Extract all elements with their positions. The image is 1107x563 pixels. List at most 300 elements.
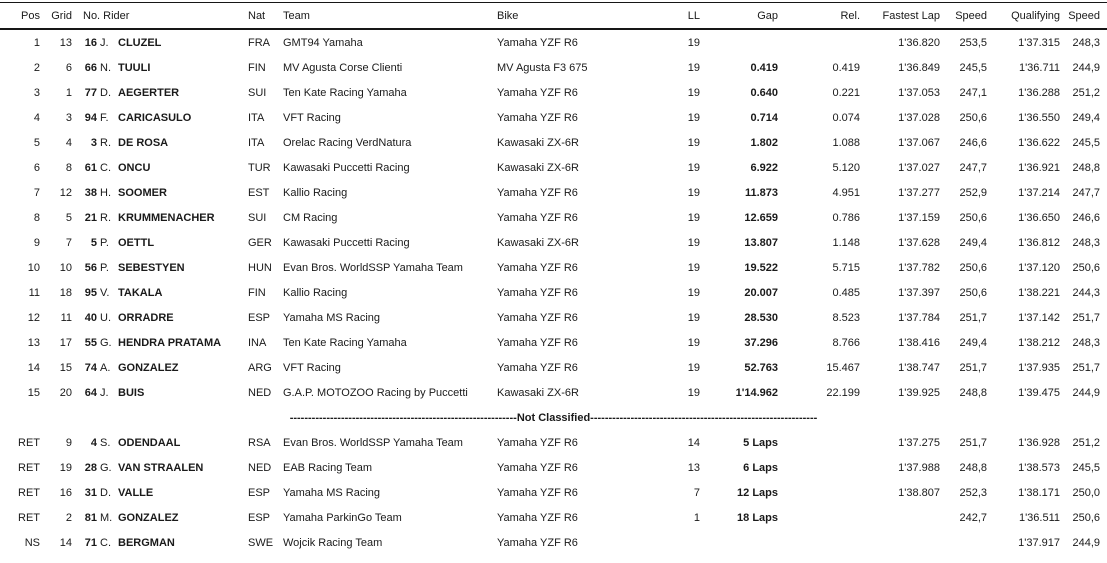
cell-qualifying: 1'37.917: [1018, 536, 1060, 549]
cell-nat: FIN: [248, 61, 266, 74]
cell-q-speed: 250,6: [1072, 261, 1100, 274]
cell-pos: RET: [18, 486, 40, 499]
cell-q-speed: 251,2: [1072, 436, 1100, 449]
cell-ll: 19: [687, 61, 700, 74]
cell-ll: 19: [687, 261, 700, 274]
cell-gap: 20.007: [744, 286, 778, 299]
cell-bike: Yamaha YZF R6: [497, 536, 578, 549]
cell-rel: 5.120: [832, 161, 860, 174]
cell-q-speed: 248,8: [1072, 161, 1100, 174]
col-header-bike: Bike: [497, 9, 519, 22]
cell-gap: 12 Laps: [737, 486, 778, 499]
cell-fastest-lap: 1'37.027: [898, 161, 940, 174]
cell-grid: 3: [65, 111, 72, 124]
cell-rel: 22.199: [826, 386, 860, 399]
table-row: [0, 430, 1107, 455]
cell-rel: 0.485: [832, 286, 860, 299]
cell-qualifying: 1'36.550: [1018, 111, 1060, 124]
table-row: [0, 380, 1107, 405]
cell-pos: RET: [18, 436, 40, 449]
cell-rel: 0.074: [832, 111, 860, 124]
cell-rider: ODENDAAL: [118, 436, 181, 449]
cell-qualifying: 1'37.214: [1018, 186, 1060, 199]
cell-no: 55: [84, 336, 97, 349]
cell-gap: 1.802: [750, 136, 778, 149]
cell-gap: 13.807: [744, 236, 778, 249]
cell-gap: 6.922: [750, 161, 778, 174]
cell-team: VFT Racing: [283, 111, 341, 124]
cell-no: 21: [84, 211, 97, 224]
cell-rider: GONZALEZ: [118, 511, 179, 524]
cell-grid: 2: [65, 511, 72, 524]
table-row: [0, 180, 1107, 205]
cell-fastest-lap: 1'36.820: [898, 36, 940, 49]
table-row: [0, 530, 1107, 555]
cell-nat: NED: [248, 461, 272, 474]
cell-q-speed: 250,0: [1072, 486, 1100, 499]
cell-ll: 19: [687, 211, 700, 224]
cell-ll: 19: [687, 86, 700, 99]
cell-no: 64: [84, 386, 97, 399]
cell-bike: Yamaha YZF R6: [497, 486, 578, 499]
table-row: [0, 55, 1107, 80]
cell-team: Yamaha MS Racing: [283, 486, 381, 499]
cell-pos: RET: [18, 461, 40, 474]
cell-qualifying: 1'38.221: [1018, 286, 1060, 299]
cell-speed: 252,9: [959, 186, 987, 199]
divider-label: Not Classified: [516, 411, 591, 424]
cell-initial: M.: [100, 511, 113, 524]
cell-rider: TAKALA: [118, 286, 163, 299]
cell-no: 56: [84, 261, 97, 274]
classified-section: [0, 30, 1107, 405]
cell-speed: 242,7: [959, 511, 987, 524]
cell-q-speed: 249,4: [1072, 111, 1100, 124]
cell-fastest-lap: 1'37.988: [898, 461, 940, 474]
cell-nat: RSA: [248, 436, 271, 449]
cell-team: Kallio Racing: [283, 286, 348, 299]
cell-speed: 249,4: [959, 336, 987, 349]
cell-gap: 0.640: [750, 86, 778, 99]
cell-ll: 19: [687, 236, 700, 249]
cell-pos: 4: [33, 111, 40, 124]
cell-grid: 6: [65, 61, 72, 74]
cell-rider: BUIS: [118, 386, 145, 399]
cell-nat: FRA: [248, 36, 270, 49]
cell-rider: AEGERTER: [118, 86, 180, 99]
cell-grid: 12: [59, 186, 72, 199]
cell-fastest-lap: 1'38.807: [898, 486, 940, 499]
cell-speed: 251,7: [959, 361, 987, 374]
cell-qualifying: 1'36.650: [1018, 211, 1060, 224]
cell-qualifying: 1'36.622: [1018, 136, 1060, 149]
cell-rel: 15.467: [826, 361, 860, 374]
cell-rel: 0.419: [832, 61, 860, 74]
cell-q-speed: 251,2: [1072, 86, 1100, 99]
cell-team: Ten Kate Racing Yamaha: [283, 336, 407, 349]
cell-team: EAB Racing Team: [283, 461, 373, 474]
cell-grid: 1: [65, 86, 72, 99]
cell-nat: SWE: [248, 536, 274, 549]
cell-gap: 37.296: [744, 336, 778, 349]
table-row: [0, 505, 1107, 530]
cell-q-speed: 244,9: [1072, 386, 1100, 399]
cell-gap: 12.659: [744, 211, 778, 224]
col-header-fastest-lap: Fastest Lap: [882, 9, 940, 22]
cell-gap: 1'14.962: [735, 386, 778, 399]
table-header: [0, 3, 1107, 30]
cell-fastest-lap: 1'37.628: [898, 236, 940, 249]
cell-ll: 19: [687, 136, 700, 149]
cell-speed: 248,8: [959, 461, 987, 474]
cell-speed: 249,4: [959, 236, 987, 249]
cell-speed: 251,7: [959, 311, 987, 324]
cell-rider: SOOMER: [118, 186, 167, 199]
cell-rider: ORRADRE: [118, 311, 174, 324]
cell-bike: Yamaha YZF R6: [497, 436, 578, 449]
cell-no: 61: [84, 161, 97, 174]
cell-pos: 2: [33, 61, 40, 74]
table-row: [0, 30, 1107, 55]
col-header-team: Team: [283, 9, 310, 22]
cell-pos: 7: [33, 186, 40, 199]
cell-ll: 19: [687, 186, 700, 199]
cell-q-speed: 248,3: [1072, 36, 1100, 49]
cell-nat: ITA: [248, 111, 265, 124]
cell-bike: Yamaha YZF R6: [497, 361, 578, 374]
cell-speed: 251,7: [959, 436, 987, 449]
col-header-grid: Grid: [51, 9, 72, 22]
cell-rider: SEBESTYEN: [118, 261, 185, 274]
cell-rider: HENDRA PRATAMA: [118, 336, 222, 349]
table-row: [0, 455, 1107, 480]
cell-q-speed: 245,5: [1072, 461, 1100, 474]
cell-initial: G.: [100, 336, 112, 349]
col-header-nat: Nat: [248, 9, 266, 22]
cell-ll: 19: [687, 161, 700, 174]
cell-initial: R.: [100, 211, 111, 224]
cell-rider: CARICASULO: [118, 111, 192, 124]
cell-team: Evan Bros. WorldSSP Yamaha Team: [283, 436, 463, 449]
cell-fastest-lap: 1'37.397: [898, 286, 940, 299]
cell-gap: 19.522: [744, 261, 778, 274]
cell-initial: P.: [100, 261, 109, 274]
cell-qualifying: 1'37.142: [1018, 311, 1060, 324]
cell-no: 95: [84, 286, 97, 299]
cell-rel: 5.715: [832, 261, 860, 274]
cell-team: Kawasaki Puccetti Racing: [283, 236, 410, 249]
cell-qualifying: 1'37.120: [1018, 261, 1060, 274]
cell-initial: D.: [100, 486, 111, 499]
table-row: [0, 230, 1107, 255]
cell-q-speed: 248,3: [1072, 336, 1100, 349]
cell-team: CM Racing: [283, 211, 338, 224]
not-classified-divider: [0, 405, 1107, 430]
cell-no: 74: [84, 361, 97, 374]
cell-nat: ITA: [248, 136, 265, 149]
cell-bike: Yamaha YZF R6: [497, 186, 578, 199]
cell-nat: NED: [248, 386, 272, 399]
cell-fastest-lap: 1'37.784: [898, 311, 940, 324]
cell-initial: V.: [100, 286, 110, 299]
cell-ll: 19: [687, 361, 700, 374]
cell-no: 71: [84, 536, 97, 549]
cell-rider: BERGMAN: [118, 536, 175, 549]
cell-qualifying: 1'38.573: [1018, 461, 1060, 474]
cell-gap: 6 Laps: [743, 461, 778, 474]
cell-gap: 28.530: [744, 311, 778, 324]
cell-no: 4: [90, 436, 97, 449]
table-row: [0, 130, 1107, 155]
cell-grid: 11: [60, 311, 72, 324]
cell-rider: VALLE: [118, 486, 154, 499]
cell-qualifying: 1'36.921: [1018, 161, 1060, 174]
cell-initial: J.: [100, 36, 109, 49]
cell-nat: EST: [248, 186, 270, 199]
cell-nat: HUN: [248, 261, 272, 274]
table-row: [0, 255, 1107, 280]
cell-pos: 14: [27, 361, 40, 374]
cell-bike: Yamaha YZF R6: [497, 336, 578, 349]
cell-grid: 7: [65, 236, 72, 249]
cell-fastest-lap: 1'37.067: [898, 136, 940, 149]
cell-grid: 4: [65, 136, 72, 149]
cell-ll: 1: [693, 511, 700, 524]
cell-rider: ONCU: [118, 161, 151, 174]
cell-fastest-lap: 1'36.849: [898, 61, 940, 74]
cell-rel: 4.951: [832, 186, 860, 199]
table-row: [0, 305, 1107, 330]
cell-pos: 9: [33, 236, 40, 249]
cell-initial: S.: [100, 436, 111, 449]
cell-grid: 20: [59, 386, 72, 399]
cell-initial: H.: [100, 186, 111, 199]
cell-nat: INA: [248, 336, 267, 349]
cell-grid: 5: [65, 211, 72, 224]
cell-rel: 1.148: [832, 236, 860, 249]
cell-q-speed: 250,6: [1072, 511, 1100, 524]
cell-bike: Kawasaki ZX-6R: [497, 161, 579, 174]
cell-ll: 19: [687, 286, 700, 299]
cell-pos: NS: [24, 536, 40, 549]
cell-pos: 3: [33, 86, 40, 99]
cell-speed: 248,8: [959, 386, 987, 399]
cell-no: 28: [84, 461, 97, 474]
cell-team: Yamaha MS Racing: [283, 311, 381, 324]
cell-initial: P.: [100, 236, 109, 249]
col-header-no-rider: No. Rider: [83, 9, 130, 22]
not-classified-section: [0, 430, 1107, 555]
cell-qualifying: 1'39.475: [1018, 386, 1060, 399]
cell-qualifying: 1'36.511: [1018, 511, 1060, 524]
table-row: [0, 480, 1107, 505]
cell-grid: 13: [59, 36, 72, 49]
cell-bike: Yamaha YZF R6: [497, 461, 578, 474]
cell-grid: 8: [65, 161, 72, 174]
cell-bike: Yamaha YZF R6: [497, 511, 578, 524]
cell-fastest-lap: 1'37.159: [898, 211, 940, 224]
cell-pos: 6: [33, 161, 40, 174]
cell-initial: F.: [100, 111, 109, 124]
cell-grid: 18: [59, 286, 72, 299]
cell-initial: C.: [100, 161, 111, 174]
cell-rel: 8.523: [832, 311, 860, 324]
cell-no: 81: [84, 511, 97, 524]
cell-qualifying: 1'36.928: [1018, 436, 1060, 449]
cell-initial: A.: [100, 361, 111, 374]
cell-grid: 19: [59, 461, 72, 474]
cell-bike: Kawasaki ZX-6R: [497, 236, 579, 249]
cell-team: Ten Kate Racing Yamaha: [283, 86, 407, 99]
cell-initial: D.: [100, 86, 111, 99]
cell-qualifying: 1'37.315: [1018, 36, 1060, 49]
cell-q-speed: 248,3: [1072, 236, 1100, 249]
cell-team: Kallio Racing: [283, 186, 348, 199]
cell-rel: 1.088: [832, 136, 860, 149]
cell-no: 94: [84, 111, 97, 124]
cell-speed: 247,7: [959, 161, 987, 174]
cell-q-speed: 244,9: [1072, 61, 1100, 74]
cell-gap: 52.763: [744, 361, 778, 374]
cell-bike: Yamaha YZF R6: [497, 111, 578, 124]
table-row: [0, 105, 1107, 130]
cell-bike: Yamaha YZF R6: [497, 286, 578, 299]
cell-nat: GER: [248, 236, 272, 249]
cell-pos: 1: [33, 36, 40, 49]
cell-fastest-lap: 1'39.925: [898, 386, 940, 399]
cell-team: GMT94 Yamaha: [283, 36, 363, 49]
col-header-speed-fastest: Speed: [955, 9, 987, 22]
cell-speed: 250,6: [959, 286, 987, 299]
cell-grid: 15: [59, 361, 72, 374]
cell-rider: OETTL: [118, 236, 155, 249]
cell-qualifying: 1'36.711: [1018, 61, 1060, 74]
cell-team: Orelac Racing VerdNatura: [283, 136, 412, 149]
cell-pos: 15: [27, 386, 40, 399]
cell-q-speed: 251,7: [1072, 361, 1100, 374]
cell-grid: 10: [59, 261, 72, 274]
cell-grid: 9: [65, 436, 72, 449]
cell-initial: N.: [100, 61, 111, 74]
cell-speed: 250,6: [959, 111, 987, 124]
cell-rel: 0.221: [832, 86, 860, 99]
cell-no: 40: [84, 311, 97, 324]
cell-pos: RET: [18, 511, 40, 524]
cell-speed: 247,1: [959, 86, 987, 99]
cell-pos: 12: [27, 311, 40, 324]
cell-bike: MV Agusta F3 675: [497, 61, 588, 74]
cell-fastest-lap: 1'37.277: [898, 186, 940, 199]
cell-qualifying: 1'38.171: [1018, 486, 1060, 499]
cell-rider: DE ROSA: [118, 136, 169, 149]
col-header-qualifying: Qualifying: [1011, 9, 1060, 22]
cell-nat: FIN: [248, 286, 266, 299]
cell-rel: 8.766: [832, 336, 860, 349]
cell-initial: C.: [100, 536, 111, 549]
table-row: [0, 330, 1107, 355]
cell-nat: TUR: [248, 161, 271, 174]
cell-bike: Kawasaki ZX-6R: [497, 386, 579, 399]
cell-speed: 253,5: [959, 36, 987, 49]
cell-team: Wojcik Racing Team: [283, 536, 383, 549]
cell-grid: 16: [59, 486, 72, 499]
col-header-rel: Rel.: [840, 9, 860, 22]
divider-dashes-right: --------------------------------------------------------------: [590, 411, 818, 424]
cell-speed: 250,6: [959, 211, 987, 224]
cell-qualifying: 1'37.935: [1018, 361, 1060, 374]
cell-fastest-lap: 1'37.782: [898, 261, 940, 274]
cell-speed: 252,3: [959, 486, 987, 499]
cell-team: MV Agusta Corse Clienti: [283, 61, 403, 74]
cell-pos: 11: [28, 286, 40, 299]
table-row: [0, 355, 1107, 380]
cell-gap: 11.873: [744, 186, 778, 199]
cell-qualifying: 1'38.212: [1018, 336, 1060, 349]
cell-rider: GONZALEZ: [118, 361, 179, 374]
cell-fastest-lap: 1'37.275: [898, 436, 940, 449]
cell-qualifying: 1'36.288: [1018, 86, 1060, 99]
cell-q-speed: 245,5: [1072, 136, 1100, 149]
cell-gap: 0.419: [750, 61, 778, 74]
col-header-ll: LL: [687, 9, 700, 22]
cell-no: 16: [84, 36, 97, 49]
cell-ll: 19: [687, 111, 700, 124]
cell-no: 38: [84, 186, 97, 199]
cell-ll: 13: [687, 461, 700, 474]
cell-nat: ESP: [248, 486, 271, 499]
cell-bike: Yamaha YZF R6: [497, 311, 578, 324]
divider-dashes-left: --------------------------------------------------------------: [289, 411, 517, 424]
cell-bike: Kawasaki ZX-6R: [497, 136, 579, 149]
cell-rider: TUULI: [118, 61, 151, 74]
cell-ll: 19: [687, 386, 700, 399]
table-row: [0, 155, 1107, 180]
cell-rider: KRUMMENACHER: [118, 211, 215, 224]
cell-fastest-lap: 1'38.416: [898, 336, 940, 349]
cell-pos: 13: [27, 336, 40, 349]
cell-speed: 246,6: [959, 136, 987, 149]
cell-q-speed: 251,7: [1072, 311, 1100, 324]
cell-ll: 19: [687, 336, 700, 349]
cell-nat: ARG: [248, 361, 272, 374]
cell-initial: J.: [100, 386, 109, 399]
cell-no: 31: [84, 486, 97, 499]
cell-gap: 5 Laps: [743, 436, 778, 449]
cell-ll: 14: [687, 436, 700, 449]
cell-team: Evan Bros. WorldSSP Yamaha Team: [283, 261, 463, 274]
col-header-speed-qualifying: Speed: [1068, 9, 1100, 22]
cell-ll: 19: [687, 36, 700, 49]
cell-nat: SUI: [248, 211, 267, 224]
cell-grid: 14: [59, 536, 72, 549]
cell-q-speed: 244,3: [1072, 286, 1100, 299]
cell-ll: 19: [687, 311, 700, 324]
cell-fastest-lap: 1'38.747: [898, 361, 940, 374]
cell-ll: 7: [693, 486, 700, 499]
cell-bike: Yamaha YZF R6: [497, 261, 578, 274]
cell-no: 5: [90, 236, 97, 249]
cell-nat: SUI: [248, 86, 267, 99]
cell-gap: 18 Laps: [737, 511, 778, 524]
cell-pos: 5: [33, 136, 40, 149]
cell-bike: Yamaha YZF R6: [497, 86, 578, 99]
cell-no: 77: [84, 86, 97, 99]
cell-team: Kawasaki Puccetti Racing: [283, 161, 410, 174]
cell-rider: VAN STRAALEN: [118, 461, 204, 474]
cell-initial: G.: [100, 461, 112, 474]
cell-speed: 250,6: [959, 261, 987, 274]
cell-rider: CLUZEL: [118, 36, 162, 49]
